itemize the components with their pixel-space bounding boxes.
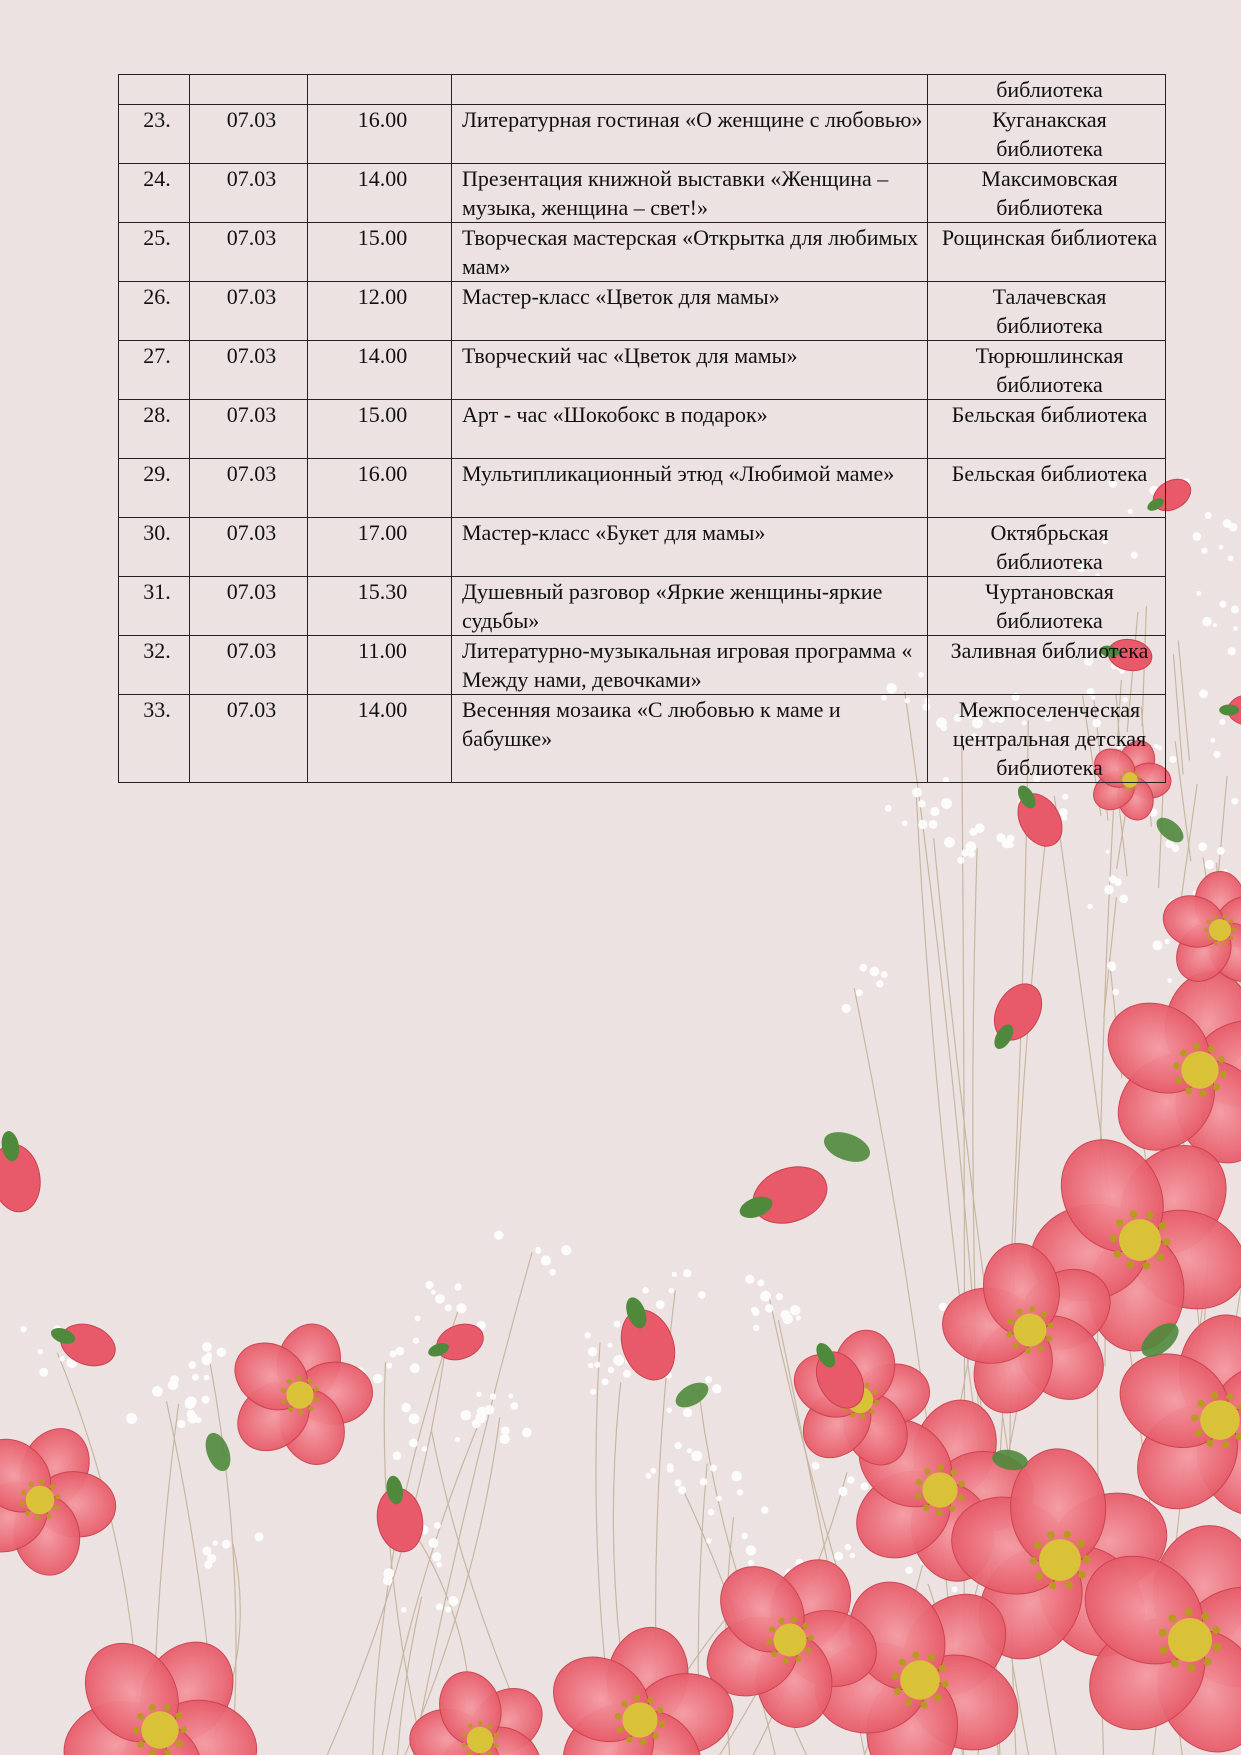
cell-num: 28. [119,400,190,459]
flower [1157,872,1241,993]
cell-date: 07.03 [190,695,308,783]
leaf [820,1126,874,1167]
cell-event: Арт - час «Шокобокс в подарок» [452,400,928,459]
cell-place: Талачевская библиотека [928,282,1166,341]
cell-time: 14.00 [308,695,452,783]
bud [731,1157,835,1238]
cell-num: 27. [119,341,190,400]
cell-date: 07.03 [190,105,308,164]
table-row [119,400,1166,459]
cell-event: Мастер-класс «Цветок для мамы» [452,282,928,341]
cell-num [119,75,190,105]
cell-event: Мультипликационный этюд «Любимой маме» [452,459,928,518]
cell-time [308,75,452,105]
cell-place: Тюрюшлинская библиотека [928,341,1166,400]
cell-place: Чуртановская библиотека [928,577,1166,636]
bud [44,1313,121,1373]
table-row [119,518,1166,577]
cell-place: Межпоселенческая центральная детская библиотека [928,695,1166,783]
table-row [119,695,1166,783]
cell-num: 30. [119,518,190,577]
flower [375,1637,581,1755]
cell-num: 23. [119,105,190,164]
events-table [118,74,1166,783]
cell-date: 07.03 [190,636,308,695]
leaf [201,1429,235,1474]
bud [607,1289,684,1387]
cell-place: Рощинская библиотека [928,223,1166,282]
cell-date: 07.03 [190,164,308,223]
cell-num: 24. [119,164,190,223]
cell-num: 32. [119,636,190,695]
cell-event: Литературная гостиная «О женщине с любовью» [452,105,928,164]
cell-num: 29. [119,459,190,518]
cell-place: Бельская библиотека [928,400,1166,459]
table-row [119,282,1166,341]
bud [979,976,1051,1059]
cell-date: 07.03 [190,518,308,577]
cell-event: Мастер-класс «Букет для мамы» [452,518,928,577]
cell-date: 07.03 [190,577,308,636]
cell-time: 17.00 [308,518,452,577]
cell-time: 14.00 [308,341,452,400]
table-row [119,459,1166,518]
cell-date: 07.03 [190,341,308,400]
flower [0,1396,147,1608]
table-row [119,577,1166,636]
flower [204,1305,394,1490]
cell-place: Максимовская библиотека [928,164,1166,223]
cell-num: 26. [119,282,190,341]
cell-place: Бельская библиотека [928,459,1166,518]
cell-num: 33. [119,695,190,783]
table-row [119,341,1166,400]
cell-time: 15.00 [308,400,452,459]
table-row [119,164,1166,223]
cell-time: 16.00 [308,105,452,164]
cell-event [452,75,928,105]
cell-event: Презентация книжной выставки «Женщина – музыка, женщина – свет!» [452,164,928,223]
cell-num: 31. [119,577,190,636]
cell-place: библиотека [928,75,1166,105]
cell-time: 15.30 [308,577,452,636]
table-row [119,636,1166,695]
table-row [119,223,1166,282]
cell-place: Куганакская библиотека [928,105,1166,164]
bud [0,1127,45,1216]
cell-event: Весенняя мозаика «С любовью к маме и бабушке» [452,695,928,783]
cell-date: 07.03 [190,459,308,518]
cell-event: Творческий час «Цветок для мамы» [452,341,928,400]
cell-time: 15.00 [308,223,452,282]
cell-date: 07.03 [190,223,308,282]
cell-event: Творческая мастерская «Открытка для любимых мам» [452,223,928,282]
cell-time: 14.00 [308,164,452,223]
leaf [671,1377,712,1412]
cell-time: 12.00 [308,282,452,341]
cell-event: Душевный разговор «Яркие женщины-яркие судьбы» [452,577,928,636]
cell-date: 07.03 [190,400,308,459]
cell-place: Октябрьская библиотека [928,518,1166,577]
cell-date: 07.03 [190,282,308,341]
cell-place: Заливная библиотека [928,636,1166,695]
cell-time: 11.00 [308,636,452,695]
cell-time: 16.00 [308,459,452,518]
table-row-continuation [119,75,1166,105]
cell-date [190,75,308,105]
cell-num: 25. [119,223,190,282]
cell-event: Литературно-музыкальная игровая программа « Между нами, девочками» [452,636,928,695]
table-row [119,105,1166,164]
